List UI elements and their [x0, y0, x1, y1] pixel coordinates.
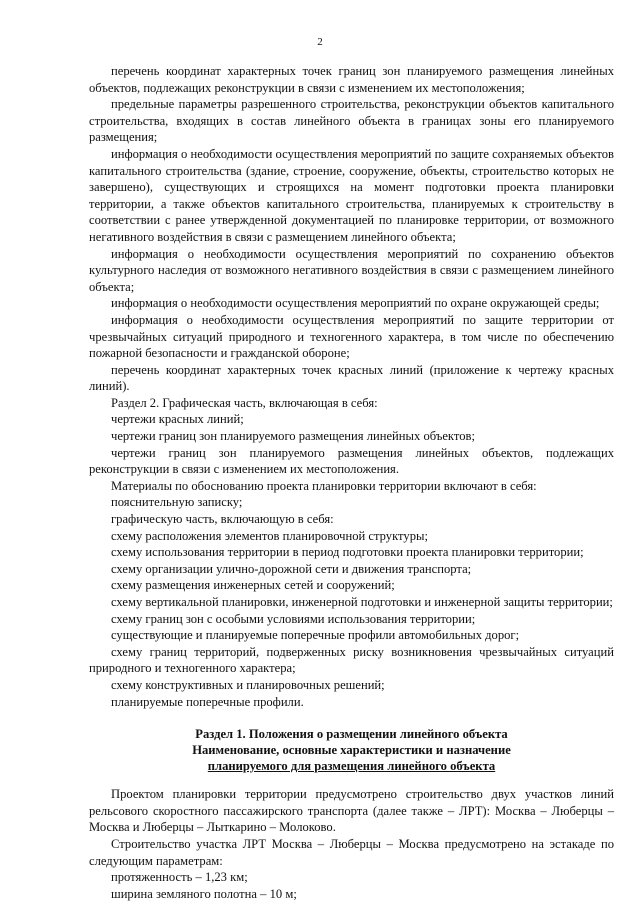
requirements-list — [89, 63, 614, 710]
section-heading-line-2: Наименование, основные характеристики и назначение — [192, 743, 511, 758]
page-body — [89, 63, 614, 902]
paragraph: информация о необходимости осуществления мероприятий по защите территории от чрезвычайных ситуаций природного и техногенного характера, в том числе по обеспечению пожарной безопасности и гражданской обороне; — [89, 312, 614, 361]
section-body — [89, 786, 614, 902]
paragraph: перечень координат характерных точек границ зон планируемого размещения линейных объектов, подлежащих реконструкции в связи с изменением их местоположения; — [89, 64, 614, 95]
paragraph: схему вертикальной планировки, инженерной подготовки и инженерной защиты территории; — [111, 595, 613, 609]
section-heading-line-1: Раздел 1. Положения о размещении линейного объекта — [195, 727, 508, 742]
paragraph: протяженность – 1,23 км; — [111, 870, 248, 885]
paragraph: схему границ зон с особыми условиями использования территории; — [111, 611, 476, 626]
paragraph: существующие и планируемые поперечные профили автомобильных дорог; — [111, 628, 520, 643]
paragraph: информация о необходимости осуществления мероприятий по сохранению объектов культурного наследия от возможного негативного воздействия в связи с размещением линейного объекта; — [89, 246, 614, 294]
paragraph: ширина земляного полотна – 10 м; — [111, 886, 297, 901]
paragraph: Проектом планировки территории предусмотрено строительство двух участков линий рельсового скоростного пассажирского транспорта (далее также – ЛРТ): Москва – Люберцы – Москва и Люберцы – Лыткарино – Молоково. — [89, 787, 614, 835]
paragraph: информация о необходимости осуществления мероприятий по защите сохраняемых объектов капитального строительства (здание, строение, сооружение, объекты, строительство которых не завершено), существующих и строящихся на момент подготовки проекта планировки территории, а также объектов капитального строительства, планируемых к строительству в соответствии с ранее утвержденной документацией по планировке территории, от возможного негативного воздействия в связи с размещением линейного объекта; — [89, 146, 614, 244]
paragraph: чертежи границ зон планируемого размещения линейных объектов; — [111, 429, 475, 444]
paragraph: планируемые поперечные профили. — [111, 694, 304, 709]
paragraph: перечень координат характерных точек красных линий (приложение к чертежу красных линий). — [89, 362, 614, 394]
paragraph: схему конструктивных и планировочных решений; — [111, 677, 385, 692]
paragraph: Материалы по обоснованию проекта планировки территории включают в себя: — [111, 478, 537, 493]
page-number: 2 — [317, 36, 323, 48]
paragraph: схему границ территорий, подверженных риску возникновения чрезвычайных ситуаций природного и техногенного характера; — [89, 644, 614, 676]
paragraph: схему организации улично-дорожной сети и движения транспорта; — [111, 561, 472, 576]
section-heading-line-3: планируемого для размещения линейного объекта — [207, 759, 496, 774]
paragraph: чертежи красных линий; — [111, 412, 244, 427]
paragraph: информация о необходимости осуществления мероприятий по охране окружающей среды; — [111, 296, 600, 311]
paragraph: схему размещения инженерных сетей и сооружений; — [111, 578, 395, 593]
paragraph: чертежи границ зон планируемого размещения линейных объектов, подлежащих реконструкции в связи с изменением их местоположения. — [89, 445, 614, 477]
paragraph: пояснительную записку; — [111, 495, 243, 510]
section-heading — [89, 726, 614, 774]
paragraph: схему расположения элементов планировочной структуры; — [111, 528, 428, 543]
paragraph: предельные параметры разрешенного строительства, реконструкции объектов капитального строительства, входящих в состав линейного объекта в границах зоны его планируемого размещения; — [89, 97, 614, 145]
paragraph: графическую часть, включающую в себя: — [111, 512, 334, 527]
paragraph: схему использования территории в период подготовки проекта планировки территории; — [111, 545, 584, 560]
paragraph: Строительство участка ЛРТ Москва – Люберцы – Москва предусмотрено на эстакаде по следующим параметрам: — [89, 836, 614, 868]
paragraph: Раздел 2. Графическая часть, включающая в себя: — [111, 395, 378, 410]
